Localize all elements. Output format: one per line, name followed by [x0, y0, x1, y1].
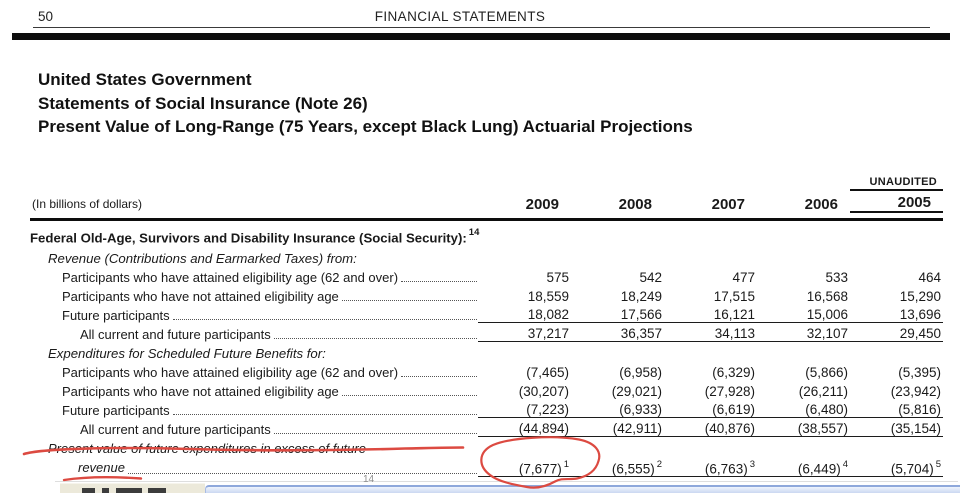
value-cell: (42,911): [571, 421, 664, 437]
row-label: Future participants: [30, 308, 478, 323]
header-rule-thin: [33, 27, 930, 28]
row-label: All current and future participants: [30, 422, 478, 437]
table-row: [30, 399, 943, 418]
row-label: Participants who have attained eligibility age (62 and over): [30, 270, 478, 285]
doc-title-line2: Statements of Social Insurance (Note 26): [38, 93, 368, 113]
document-title: [38, 68, 693, 139]
footnote-sup: 1: [563, 458, 569, 470]
clipped-text-mark: [102, 488, 109, 493]
dot-leader: [342, 300, 477, 301]
dot-leader: [274, 338, 477, 339]
table-row: [30, 361, 943, 380]
value-cell: (6,933): [571, 402, 664, 418]
page-header-title: FINANCIAL STATEMENTS: [374, 9, 546, 24]
value-cell: 32,107: [757, 326, 850, 342]
background-window-fragment[interactable]: [60, 483, 205, 493]
footnote-sup: 4: [842, 458, 848, 470]
value-cell: (7,677) $^1$: [478, 460, 571, 478]
value-cell: (6,619): [664, 402, 757, 418]
dot-leader: [401, 281, 477, 282]
value-cell: 533: [825, 270, 848, 285]
dot-leader: [401, 376, 477, 377]
row-label: Participants who have not attained eligibility age: [30, 289, 478, 304]
value-cell: 18,249: [620, 289, 662, 304]
unaudited-label: UNAUDITED: [850, 176, 943, 191]
value-cell: 18,559: [527, 289, 569, 304]
value-cell: (6,329): [712, 365, 755, 380]
value-cell: (6,480): [757, 402, 850, 418]
row-label: All current and future participants: [30, 327, 478, 342]
value-cell: (6,763) $^3$: [664, 460, 757, 478]
value-cell: 15,006: [757, 307, 850, 323]
expenditure-subhead: Expenditures for Scheduled Future Benefits for:: [48, 346, 326, 361]
value-cell: 16,568: [806, 289, 848, 304]
footnote-sup: 5: [935, 458, 941, 470]
year-header-2007: 2007: [711, 196, 745, 213]
value-cell: (6,555) $^2$: [571, 460, 664, 478]
year-header-2005: 2005: [850, 194, 943, 213]
net-excess-row: [30, 437, 943, 477]
dot-leader: [173, 414, 477, 415]
row-label: Future participants: [30, 403, 478, 418]
value-cell: (35,154): [850, 421, 943, 437]
value-cell: (6,449) $^4$: [757, 460, 850, 478]
value-cell: (5,395): [898, 365, 941, 380]
value-cell: 17,566: [571, 307, 664, 323]
value-cell: 16,121: [664, 307, 757, 323]
value-cell: 34,113: [664, 326, 757, 342]
units-label: (In billions of dollars): [32, 197, 143, 211]
section-heading-label: Federal Old-Age, Survivors and Disability Insurance (Social Security):: [30, 230, 467, 246]
footnote-sup: 3: [749, 458, 755, 470]
year-header-row: [30, 191, 943, 213]
value-cell: (44,894): [478, 421, 571, 437]
value-cell: 542: [639, 270, 662, 285]
section-heading: [30, 229, 943, 247]
value-cell: (29,021): [611, 384, 662, 399]
red-underline-annotation-revenue: [64, 477, 141, 480]
value-cell: 36,357: [571, 326, 664, 342]
row-label: Present value of future expenditures in excess of future revenue: [30, 439, 478, 477]
value-cell: 29,450: [850, 326, 943, 342]
value-cell: (5,866): [805, 365, 848, 380]
clipped-text-mark: [116, 488, 142, 493]
page-number: 50: [38, 9, 54, 24]
year-header-2006: 2006: [804, 196, 838, 213]
value-cell: (38,557): [757, 421, 850, 437]
value-cell: 17,515: [713, 289, 755, 304]
value-cell: 477: [732, 270, 755, 285]
dot-leader: [274, 433, 477, 434]
value-cell: 13,696: [850, 307, 943, 323]
horizontal-scrollbar[interactable]: [205, 485, 960, 493]
footnote-sup: 2: [656, 458, 662, 470]
table-row: [30, 380, 943, 399]
value-cell: (40,876): [664, 421, 757, 437]
header-rule-thick: [12, 33, 950, 40]
table-row: [30, 323, 943, 342]
value-cell: (7,223): [478, 402, 571, 418]
value-cell: (6,958): [619, 365, 662, 380]
value-cell: 464: [918, 270, 941, 285]
value-cell: 37,217: [478, 326, 571, 342]
document-bottom-edge: [55, 481, 958, 482]
clipped-text-mark: [82, 488, 95, 493]
doc-title-line3: Present Value of Long-Range (75 Years, except Black Lung) Actuarial Projections: [38, 117, 693, 136]
value-cell: (30,207): [518, 384, 569, 399]
value-cell: (5,816): [850, 402, 943, 418]
value-cell: 15,290: [899, 289, 941, 304]
value-cell: (26,211): [798, 384, 848, 399]
table-row: [30, 247, 943, 266]
value-cell: 575: [546, 270, 569, 285]
unaudited-header-row: [30, 170, 943, 191]
row-label: Participants who have not attained eligibility age: [30, 384, 478, 399]
row-label: Participants who have attained eligibility age (62 and over): [30, 365, 478, 380]
value-cell: 18,082: [478, 307, 571, 323]
table-row: [30, 304, 943, 323]
social-insurance-table: [30, 170, 943, 477]
table-row: [30, 285, 943, 304]
table-header-rule: [30, 218, 943, 221]
year-header-2009: 2009: [525, 196, 559, 213]
dot-leader: [342, 395, 477, 396]
dot-leader: [173, 319, 477, 320]
year-header-2008: 2008: [618, 196, 652, 213]
table-row: [30, 418, 943, 437]
table-row: [30, 342, 943, 361]
table-row: [30, 266, 943, 285]
value-cell: (23,942): [890, 384, 941, 399]
partial-footnote-text: 14: [363, 474, 375, 485]
value-cell: (7,465): [526, 365, 569, 380]
revenue-subhead: Revenue (Contributions and Earmarked Taxes) from:: [48, 251, 357, 266]
dot-leader: [128, 473, 477, 474]
section-footnote-sup: 14: [468, 227, 480, 238]
clipped-text-mark: [148, 488, 166, 493]
value-cell: (27,928): [704, 384, 755, 399]
doc-title-line1: United States Government: [38, 70, 252, 89]
value-cell: (5,704) $^5$: [850, 460, 943, 478]
